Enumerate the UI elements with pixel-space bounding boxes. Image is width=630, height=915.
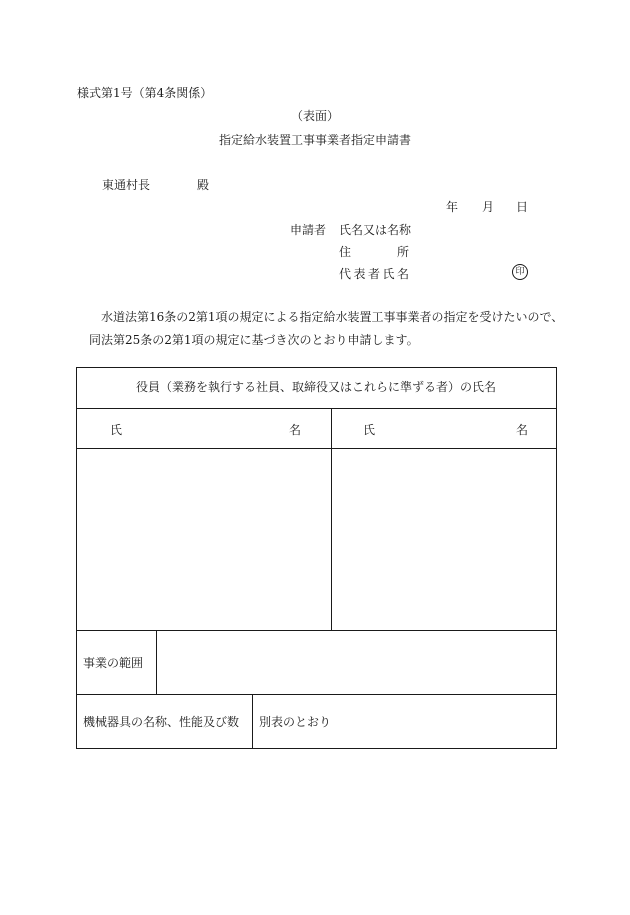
- business-scope-label: 事業の範囲: [83, 656, 144, 670]
- document-title: 指定給水装置工事事業者指定申請書: [218, 133, 411, 147]
- table-divider: [76, 408, 557, 409]
- date-day-label: 日: [516, 200, 529, 214]
- rep-label-char: 氏: [382, 267, 395, 281]
- equipment-label: 機械器具の名称、性能及び数: [83, 715, 240, 729]
- rep-label-char: 表: [353, 267, 366, 281]
- address-label-char: 所: [396, 245, 409, 259]
- applicant-name-label: 氏名又は名称: [339, 223, 412, 237]
- addressee: 東通村長: [102, 178, 151, 192]
- address-label-char: 住: [339, 245, 352, 259]
- col1-family-name-label: 氏: [110, 423, 123, 437]
- rep-label-char: 代: [339, 267, 352, 281]
- applicant-label: 申請者: [290, 223, 327, 237]
- seal-mark: 印: [512, 264, 528, 280]
- date-month-label: 月: [482, 200, 495, 214]
- equipment-value: 別表のとおり: [259, 715, 332, 729]
- officer-names-area-left[interactable]: [77, 449, 330, 629]
- rep-label-char: 名: [396, 267, 409, 281]
- col2-family-name-label: 氏: [363, 423, 376, 437]
- officers-header: 役員（業務を執行する社員、取締役又はこれらに準ずる者）の氏名: [135, 380, 496, 394]
- rep-label-char: 者: [367, 267, 380, 281]
- date-year-label: 年: [446, 200, 459, 214]
- col1-given-name-label: 名: [289, 423, 302, 437]
- form-number: 様式第1号（第4条関係）: [77, 86, 213, 100]
- col2-given-name-label: 名: [516, 423, 529, 437]
- officer-names-area-right[interactable]: [332, 449, 556, 629]
- body-text-line: 同法第25条の2第1項の規定に基づき次のとおり申請します。: [89, 333, 419, 347]
- body-text-line: 水道法第16条の2第1項の規定による指定給水装置工事事業者の指定を受けたいので、: [101, 310, 564, 324]
- business-scope-value[interactable]: [157, 631, 556, 693]
- table-divider: [76, 694, 557, 695]
- side-label: （表面）: [290, 109, 339, 123]
- honorific: 殿: [197, 178, 210, 192]
- representative-name-label: [339, 268, 409, 280]
- address-label: [339, 246, 409, 258]
- row-label-divider: [252, 694, 253, 749]
